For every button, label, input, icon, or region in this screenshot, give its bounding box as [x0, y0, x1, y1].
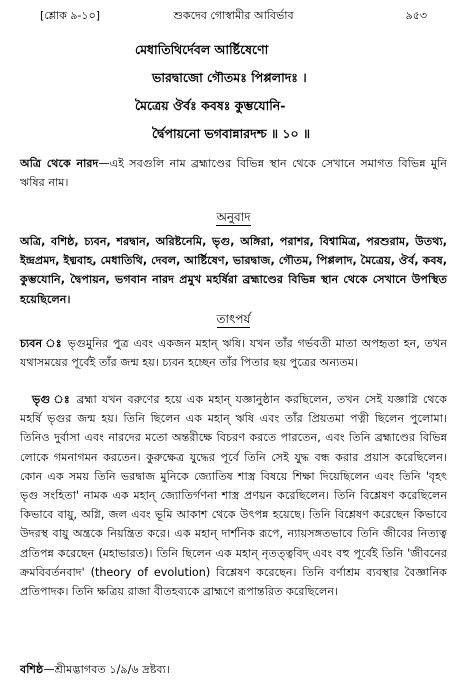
- verse-line-1: মেধাতিথির্দেবল আর্ষ্টিষেণো: [135, 42, 269, 57]
- purport-heading: তাৎপর্য: [216, 312, 251, 326]
- verse-line-4: র্দ্বৈপায়নো ভগবান্নারদশ্চ ॥ ১০ ॥: [152, 126, 311, 141]
- purport-term-vasistha: বশিষ্ঠ: [20, 663, 44, 676]
- chapter-title: শুকদেব গোস্বামীর আবির্ভাব: [173, 9, 294, 22]
- running-header: [20, 0, 447, 28]
- verse-reference: [শ্লোক ৯-১০]: [40, 9, 101, 22]
- word-meanings-text: —এই সবগুলি নাম ব্রহ্মাণ্ডের বিভিন্ন স্থান থেকে সেখানে সমাগত বিভিন্ন মুনি ঋষির নাম।: [20, 157, 447, 190]
- word-meanings-term: অত্রি থেকে নারদ: [20, 157, 99, 170]
- translation-heading: অনুবাদ: [216, 210, 251, 224]
- purport-term-chyavana: চ্যবন ঃ: [20, 337, 63, 350]
- word-meanings: [20, 154, 447, 192]
- purport-term-bhrigu: ভৃগু ঃ: [32, 393, 72, 406]
- page-number: ৯৫৩: [405, 9, 427, 22]
- verse-line-2: ভারদ্বাজো গৌতমঃ পিপ্পলাদঃ ।: [152, 70, 307, 85]
- translation-text: অত্রি, বশিষ্ঠ, চ্যবন, শরদ্বান, অরিষ্টনেমি, ভৃগু, অঙ্গিরা, পরাশর, বিশ্বামিত্র, পরশুরাম, উতথ্য, ইন্দ্রপ্রমদ, ইধ্মবাহ, মেধাতিথি, দেবল, আর্ষ্টিষেণ, ভারদ্বাজ, গৌতম, পিপ্পলাদ, মৈত্রেয়, ঔর্ব, কবষ, কুম্ভযোনি, দ্বৈপায়ন, ভগবান নারদ প্রমুখ মহর্ষিরা ব্রহ্মাণ্ডের বিভিন্ন স্থান থেকে সেখানে উপস্থিত হয়েছিলেন।: [20, 235, 447, 306]
- purport-paragraph-bhrigu: ভৃগু ঃ ব্রহ্মা যখন বরুণের হয়ে এক মহান্ যজ্ঞানুষ্ঠান করছিলেন, তখন সেই যজ্ঞাগ্নি থেকে মহর্ষি ভৃগুর জন্ম হয়। তিনি ছিলেন এক মহান্ ঋষি এবং তাঁর প্রিয়তমা পত্নী ছিলেন পুলোমা। তিনিও দুর্বাসা এবং নারদের মতো অন্তরীক্ষে বিচরণ করতে পারতেন, এবং তিনি ব্রহ্মাণ্ডের বিভিন্ন লোকে গমনাগমন করতেন। কুরুক্ষেত্র যুদ্ধের পূর্বে তিনি সেই যুদ্ধ বন্ধ করার প্রয়াস করেছিলেন। কোন এক সময় তিনি ভরদ্বাজ মুনিকে জ্যোতিষ শাস্ত্র বিষয়ে শিক্ষা দিয়েছিলেন এবং তিনি 'বৃহৎ ভৃগু সংহিতা' নামক এক মহান্ জ্যোতির্গণনা শাস্ত্র প্রণয়ন করেছিলেন। তিনি বিশ্লেষণ করেছিলেন কিভাবে বায়ু, অগ্নি, জল এবং ভূমি আকাশ থেকে উৎপন্ন হয়েছে। তিনি বিশ্লেষণ করেছেন কিভাবে উদরস্থ বায়ু অন্ত্রকে নিয়ন্ত্রিত করে। এক মহান্ দার্শনিক রূপে, ন্যায়সঙ্গতভাবে তিনি জীবের নিত্যত্ব প্রতিপন্ন করেছেন (মহাভারত)। তিনি ছিলেন এক মহান্ নৃতত্ত্ববিদ্ এবং বহু পূর্বেই তিনি 'জীবনের ক্রমবিবর্তনবাদ' (theory of evolution) বিশ্লেষণ করেছেন। তিনি বর্ণাশ্রম ব্যবস্থার বৈজ্ঞানিক প্রতিপাদক। তিনি ক্ষত্রিয় রাজা বীতহব্যকে ব্রাহ্মণে রূপান্তরিত করেছিলেন।: [20, 393, 447, 599]
- purport-paragraph-vasistha: বশিষ্ঠ—শ্রীমদ্ভাগবত ১/৯/৬ দ্রষ্টব্য।: [20, 663, 170, 676]
- verse-line-3: মৈত্রেয় ঔর্বঃ কবষঃ কুম্ভযোনি-: [135, 98, 286, 113]
- purport-paragraph-chyavana: চ্যবন ঃ ভৃগুমুনির পুত্র এবং একজন মহান্ ঋষি। যখন তাঁর গর্ভবতী মাতা অপহৃতা হন, তখন যথাসময়ের পূর্বেই তাঁর জন্ম হয়। চ্যবন হচ্ছেন তাঁর পিতার ছয় পুত্রের অন্যতম।: [20, 337, 447, 370]
